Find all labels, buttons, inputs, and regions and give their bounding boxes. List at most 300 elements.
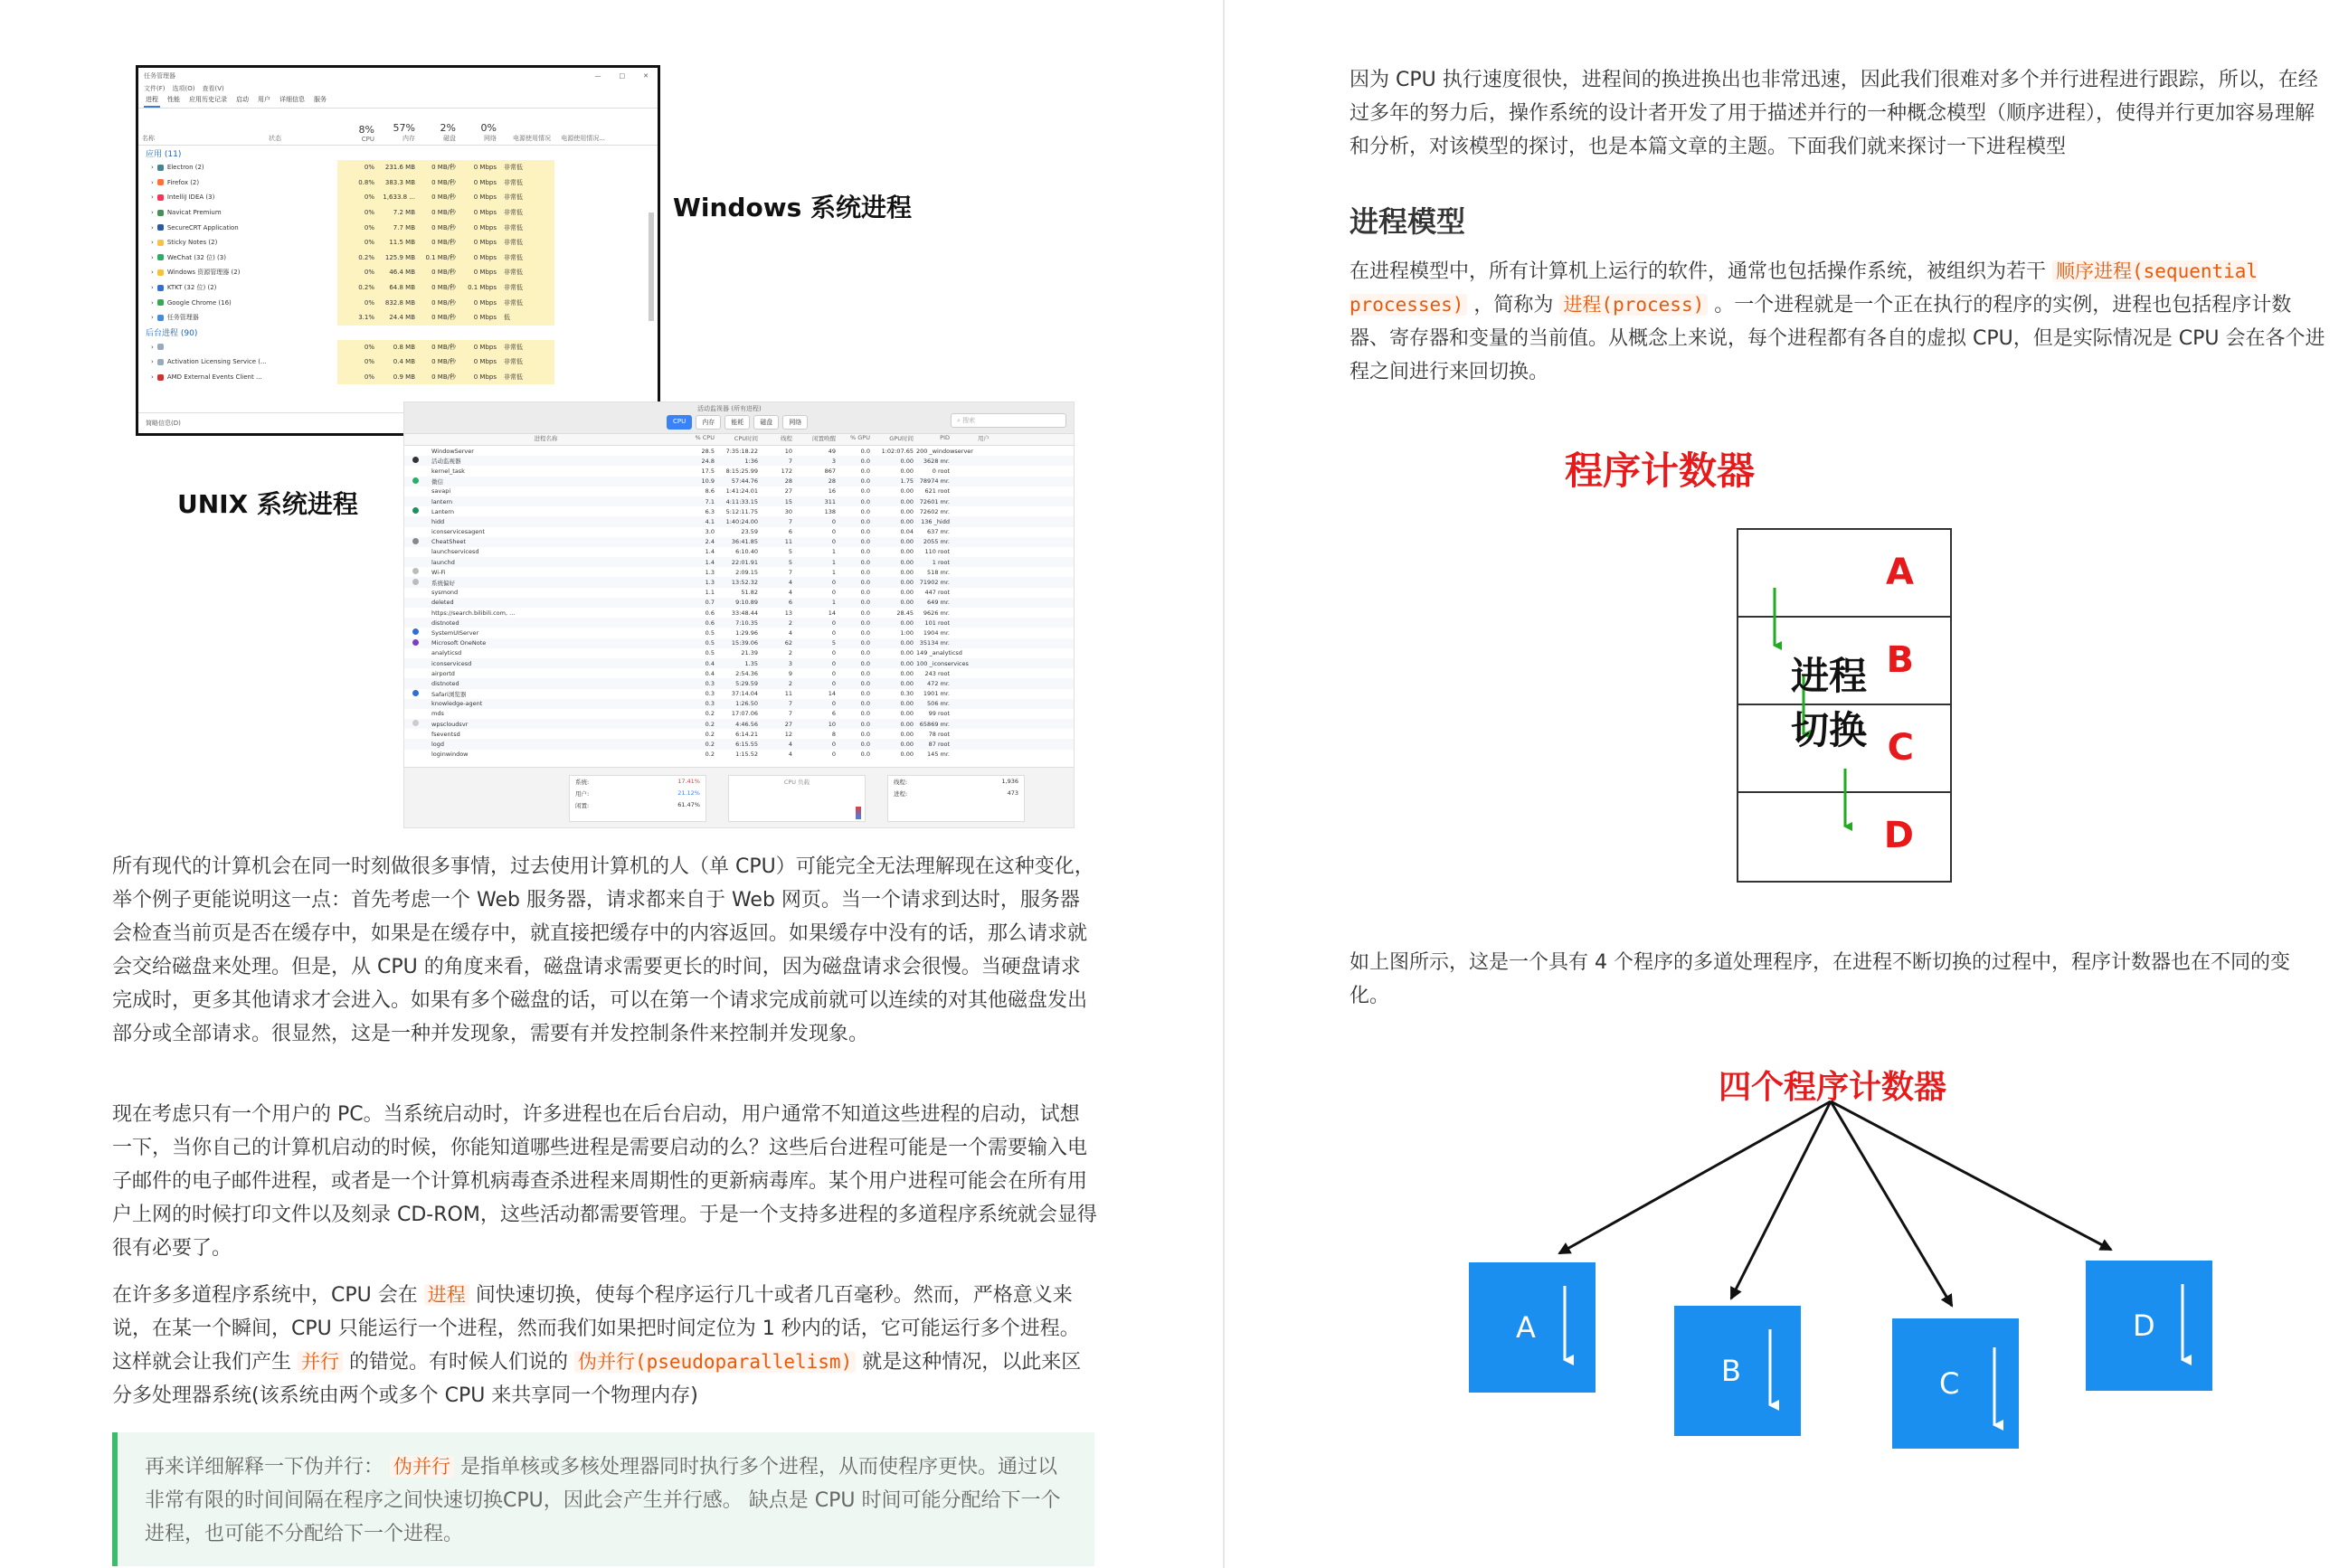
- table-cell: 0.2: [705, 730, 715, 738]
- process-name: CheatSheet: [431, 538, 466, 546]
- process-row[interactable]: [138, 295, 658, 310]
- process-row[interactable]: [138, 205, 658, 221]
- table-cell: 16: [828, 487, 836, 496]
- table-cell: 0.3: [705, 690, 715, 698]
- search-icon: ⌕: [957, 417, 963, 424]
- table-cell: 21.39: [741, 649, 758, 657]
- table-cell: 0.0: [860, 507, 870, 515]
- table-row[interactable]: [404, 719, 1074, 729]
- tab-processes[interactable]: 进程: [144, 95, 160, 108]
- table-row[interactable]: [404, 689, 1074, 699]
- table-cell: 200 _windowserver: [916, 447, 973, 455]
- process-row[interactable]: [138, 220, 658, 235]
- col-process-name[interactable]: 进程名称: [534, 435, 558, 442]
- expand-chevron-icon[interactable]: ›: [151, 358, 154, 366]
- process-row[interactable]: [138, 190, 658, 205]
- table-cell: 0.0: [860, 548, 870, 556]
- table-cell: 7: [788, 517, 792, 525]
- table-cell: 65869 mr.: [919, 720, 950, 728]
- col-cpu-time[interactable]: CPU时间: [734, 435, 758, 442]
- process-row[interactable]: [138, 175, 658, 191]
- table-cell: 0.00: [900, 649, 914, 657]
- table-cell: 0: [831, 619, 836, 627]
- table-cell: 0.0: [860, 669, 870, 677]
- process-row[interactable]: [138, 250, 658, 266]
- table-cell: 0.0: [860, 751, 870, 759]
- table-cell: 0.0: [860, 649, 870, 657]
- table-cell: 0.0: [860, 609, 870, 617]
- table-cell: 0.00: [900, 517, 914, 525]
- table-cell: 57:44.76: [731, 477, 758, 486]
- table-cell: 13: [784, 609, 792, 617]
- diagram2-title: 四个程序计数器: [1719, 1069, 1947, 1106]
- cell-disk: 0 MB/秒: [419, 280, 459, 296]
- table-cell: 6:10.40: [735, 548, 758, 556]
- table-row[interactable]: [404, 446, 1074, 456]
- table-cell: 9:10.89: [735, 599, 758, 607]
- process-name: Safari浏览器: [431, 690, 467, 698]
- table-cell: 0.0: [860, 579, 870, 587]
- table-cell: 0.0: [860, 639, 870, 647]
- expand-chevron-icon[interactable]: ›: [151, 269, 154, 277]
- menu-view[interactable]: 查看(V): [202, 85, 224, 92]
- table-cell: 0.0: [860, 659, 870, 667]
- table-cell: 0.0: [860, 487, 870, 496]
- table-cell: 0.00: [900, 538, 914, 546]
- table-cell: 649 mr.: [927, 599, 950, 607]
- menu-file[interactable]: 文件(F): [144, 85, 166, 92]
- table-cell: 28: [828, 477, 836, 486]
- table-cell: 27: [784, 720, 792, 728]
- table-row[interactable]: [404, 618, 1074, 628]
- cell-cpu: 0%: [337, 235, 378, 250]
- table-cell: 0.5: [705, 649, 715, 657]
- table-cell: 2: [788, 679, 792, 687]
- table-cell: 7: [788, 700, 792, 708]
- table-cell: 17:07.06: [731, 710, 758, 718]
- process-name: iconservicesd: [431, 659, 472, 667]
- cell-net: 0 Mbps: [459, 370, 500, 385]
- table-cell: 7:35:18.22: [725, 447, 758, 455]
- process-row[interactable]: [138, 265, 658, 280]
- table-cell: 17.5: [701, 467, 715, 475]
- cell-disk: 0 MB/秒: [419, 340, 459, 355]
- tab-app-history[interactable]: 应用历史记录: [189, 96, 227, 103]
- table-cell: 49: [828, 447, 836, 455]
- process-name: WeChat (32 位) (3): [166, 253, 226, 261]
- process-rows: [404, 446, 1074, 760]
- table-cell: 0.0: [860, 720, 870, 728]
- table-cell: 0.2: [705, 741, 715, 749]
- cell-power: 非常低: [500, 175, 554, 191]
- tab-startup[interactable]: 启动: [236, 96, 249, 103]
- table-cell: 0.00: [900, 507, 914, 515]
- cell-disk: 0 MB/秒: [419, 190, 459, 205]
- expand-chevron-icon[interactable]: ›: [151, 178, 154, 186]
- table-cell: 0.0: [860, 517, 870, 525]
- table-row[interactable]: [404, 588, 1074, 598]
- table-cell: 0.00: [900, 497, 914, 505]
- table-row[interactable]: [404, 567, 1074, 577]
- maximize-icon[interactable]: □: [619, 72, 626, 80]
- close-icon[interactable]: ✕: [643, 72, 649, 80]
- table-row[interactable]: [404, 739, 1074, 749]
- cell-net: 0 Mbps: [459, 250, 500, 266]
- cpu-load-graph: CPU 负载: [728, 775, 866, 822]
- table-cell: 15:39.06: [731, 639, 758, 647]
- expand-chevron-icon[interactable]: ›: [151, 343, 154, 351]
- cell-cpu: 0%: [337, 295, 378, 310]
- tab-network[interactable]: 网络: [782, 415, 808, 430]
- cell-power: 非常低: [500, 370, 554, 385]
- col-power-trend[interactable]: 电源使用情况...: [561, 135, 605, 142]
- table-row[interactable]: [404, 638, 1074, 648]
- expand-chevron-icon[interactable]: ›: [151, 223, 154, 231]
- table-row[interactable]: [404, 466, 1074, 476]
- table-cell: 9626 mr.: [923, 609, 950, 617]
- table-cell: 1.35: [744, 659, 758, 667]
- process-row[interactable]: [138, 354, 658, 370]
- table-row[interactable]: [404, 750, 1074, 760]
- col-gpu-time[interactable]: GPU时间: [889, 435, 914, 442]
- table-cell: 4: [788, 579, 792, 587]
- expand-chevron-icon[interactable]: ›: [151, 194, 154, 202]
- table-row[interactable]: [404, 699, 1074, 709]
- app-icon: [157, 269, 164, 276]
- process-row[interactable]: [138, 310, 658, 326]
- col-name[interactable]: 名称: [142, 135, 155, 142]
- cell-cpu: 0%: [337, 160, 378, 175]
- process-name: distnoted: [431, 619, 459, 627]
- table-cell: 4.1: [705, 517, 715, 525]
- expand-chevron-icon[interactable]: ›: [151, 239, 154, 247]
- table-row[interactable]: [404, 608, 1074, 618]
- tab-cpu[interactable]: CPU: [667, 415, 692, 430]
- cell-cpu: 0%: [337, 190, 378, 205]
- table-cell: 0.0: [860, 558, 870, 566]
- cell-mem: 1,633.8 ...: [378, 190, 419, 205]
- tab-details[interactable]: 详细信息: [279, 96, 305, 103]
- app-icon: [157, 254, 164, 260]
- table-cell: 0.00: [900, 599, 914, 607]
- app-icon: [412, 538, 419, 544]
- table-cell: 0: [831, 679, 836, 687]
- process-table: [404, 434, 1074, 767]
- table-cell: 0: [831, 659, 836, 667]
- col-status[interactable]: 状态: [269, 135, 281, 142]
- table-cell: 138: [824, 507, 836, 515]
- process-name: fseventsd: [431, 730, 460, 738]
- table-cell: 11: [784, 538, 792, 546]
- expand-chevron-icon[interactable]: ›: [151, 253, 154, 261]
- table-cell: 0.0: [860, 467, 870, 475]
- table-cell: 1.4: [705, 548, 715, 556]
- expand-chevron-icon[interactable]: ›: [151, 298, 154, 307]
- app-icon: [412, 579, 419, 585]
- cell-cpu: 0.2%: [337, 250, 378, 266]
- tab-performance[interactable]: 性能: [167, 96, 180, 103]
- col-network[interactable]: 0% 网络: [480, 122, 497, 142]
- table-row[interactable]: [404, 648, 1074, 658]
- menu-options[interactable]: 选项(O): [172, 85, 195, 92]
- table-cell: 36:41.85: [731, 538, 758, 546]
- tab-energy[interactable]: 能耗: [724, 415, 750, 430]
- cell-net: 0 Mbps: [459, 295, 500, 310]
- col-gpu-pct[interactable]: % GPU: [850, 434, 870, 441]
- table-cell: 0.3: [705, 700, 715, 708]
- cell-power: 非常低: [500, 205, 554, 221]
- table-cell: 1.3: [705, 579, 715, 587]
- table-cell: 0.5: [705, 639, 715, 647]
- table-row[interactable]: [404, 547, 1074, 557]
- table-row[interactable]: [404, 729, 1074, 739]
- table-cell: 101 root: [924, 619, 950, 627]
- table-cell: 87 root: [928, 741, 950, 749]
- tab-memory[interactable]: 内存: [696, 415, 721, 430]
- table-cell: 99 root: [928, 710, 950, 718]
- table-row[interactable]: [404, 577, 1074, 587]
- cell-cpu: 0%: [337, 340, 378, 355]
- table-cell: 0.2: [705, 720, 715, 728]
- cell-mem: 832.8 MB: [378, 295, 419, 310]
- process-row[interactable]: [138, 340, 658, 355]
- table-cell: 0: [831, 517, 836, 525]
- process-name: Google Chrome (16): [166, 298, 232, 307]
- cell-power: 非常低: [500, 340, 554, 355]
- table-cell: 22:01.91: [731, 558, 758, 566]
- search-input[interactable]: ⌕ 搜索: [951, 413, 1066, 428]
- cell-mem: 24.4 MB: [378, 310, 419, 326]
- cell-power: 非常低: [500, 235, 554, 250]
- table-cell: 0.6: [705, 619, 715, 627]
- table-row[interactable]: [404, 557, 1074, 567]
- table-cell: 1.4: [705, 558, 715, 566]
- process-name: analyticsd: [431, 649, 462, 657]
- table-cell: 6: [788, 528, 792, 536]
- table-cell: 0.00: [900, 568, 914, 576]
- table-row[interactable]: [404, 516, 1074, 526]
- table-cell: 0.0: [860, 599, 870, 607]
- table-cell: 72601 mr.: [919, 497, 950, 505]
- col-threads[interactable]: 线程: [781, 435, 792, 442]
- process-cell-b: B: [1738, 618, 1950, 705]
- table-cell: 71902 mr.: [919, 579, 950, 587]
- cell-net: 0 Mbps: [459, 340, 500, 355]
- fewer-details-button[interactable]: 简略信息(D): [146, 420, 181, 427]
- table-cell: 0: [831, 628, 836, 637]
- table-row[interactable]: [404, 628, 1074, 638]
- process-name: kernel_task: [431, 467, 465, 475]
- table-cell: 3: [831, 457, 836, 465]
- app-icon: [412, 477, 419, 484]
- table-row[interactable]: [404, 658, 1074, 668]
- group-apps[interactable]: 应用 (11): [146, 149, 182, 159]
- table-cell: 7: [788, 457, 792, 465]
- process-row[interactable]: [138, 370, 658, 385]
- table-cell: 0: [831, 589, 836, 597]
- cell-cpu: 3.1%: [337, 310, 378, 326]
- cell-cpu: 0%: [337, 265, 378, 280]
- cell-mem: 64.8 MB: [378, 280, 419, 296]
- col-disk[interactable]: 2% 磁盘: [440, 122, 456, 142]
- table-cell: 0.4: [705, 669, 715, 677]
- process-cell-c: C: [1738, 705, 1950, 793]
- cell-net: 0 Mbps: [459, 220, 500, 235]
- col-cpu-pct[interactable]: % CPU: [695, 434, 715, 441]
- table-cell: 0.5: [705, 628, 715, 637]
- col-pid[interactable]: PID: [940, 434, 950, 441]
- table-row[interactable]: [404, 678, 1074, 688]
- cell-power: 低: [500, 310, 554, 326]
- table-row[interactable]: [404, 477, 1074, 486]
- table-cell: 3: [788, 659, 792, 667]
- paragraph-background-processes: 现在考虑只有一个用户的 PC。当系统启动时，许多进程也在后台启动，用户通常不知道这些进程的启动，试想一下，当你自己的计算机启动的时候，你能知道哪些进程是需要启动的么？这些后台进程可能是一个需要输入电子邮件的电子邮件进程，或者是一个计算机病毒查杀进程来周期性的更新病毒库。某个用户进程可能会在所有用户上网的时候打印文件以及刻录 CD-ROM，这些活动都需要管理。于是一个支持多进程的多道程序系统就会显得很有必要了。: [112, 1103, 1097, 1260]
- counter-box-b: B: [1674, 1306, 1801, 1436]
- code-pseudoparallel: 伪并行: [390, 1456, 454, 1478]
- right-page: [1225, 0, 2339, 1568]
- cell-mem: 11.5 MB: [378, 235, 419, 250]
- process-name: Sticky Notes (2): [166, 239, 218, 247]
- table-row[interactable]: [404, 709, 1074, 719]
- table-cell: 1.75: [900, 477, 914, 486]
- task-manager-menu: [138, 84, 658, 95]
- table-cell: 1: [831, 548, 836, 556]
- table-cell: 6.3: [705, 507, 715, 515]
- app-icon: [157, 285, 164, 291]
- table-cell: 9: [788, 669, 792, 677]
- table-row[interactable]: [404, 506, 1074, 516]
- cell-net: 0 Mbps: [459, 175, 500, 191]
- table-cell: 0.00: [900, 720, 914, 728]
- table-cell: 4: [788, 741, 792, 749]
- heading-process-model: 进程模型: [1349, 204, 1466, 239]
- table-cell: 867: [824, 467, 836, 475]
- table-cell: 1:41:24.01: [725, 487, 758, 496]
- table-cell: 0.00: [900, 730, 914, 738]
- scrollbar[interactable]: [649, 213, 654, 321]
- table-cell: 2: [788, 619, 792, 627]
- table-cell: 0.00: [900, 659, 914, 667]
- table-row[interactable]: [404, 486, 1074, 496]
- table-cell: 10.9: [701, 477, 715, 486]
- table-cell: 78974 mr.: [919, 477, 950, 486]
- table-cell: 1:02:07.65: [881, 447, 914, 455]
- cell-disk: 0 MB/秒: [419, 175, 459, 191]
- table-cell: 172: [781, 467, 792, 475]
- table-cell: 0: [831, 528, 836, 536]
- expand-chevron-icon[interactable]: ›: [151, 373, 154, 382]
- tab-services[interactable]: 服务: [314, 96, 327, 103]
- table-cell: 0.00: [900, 457, 914, 465]
- windows-process-label: Windows 系统进程: [673, 193, 912, 222]
- tab-users[interactable]: 用户: [258, 96, 270, 103]
- table-row[interactable]: [404, 598, 1074, 608]
- group-background[interactable]: 后台进程 (90): [146, 329, 198, 339]
- table-cell: 4: [788, 628, 792, 637]
- process-name: IntelliJ IDEA (3): [166, 194, 215, 202]
- expand-chevron-icon[interactable]: ›: [151, 284, 154, 292]
- process-name: SystemUIServer: [431, 628, 479, 637]
- code-sequential-processes: 顺序进程(sequential processes): [1349, 260, 2259, 316]
- activity-monitor-tabs: [667, 415, 808, 430]
- table-cell: 0.0: [860, 477, 870, 486]
- app-icon: [412, 628, 419, 635]
- task-manager-header: [138, 109, 658, 146]
- process-row[interactable]: [138, 235, 658, 250]
- process-name: launchservicesd: [431, 548, 479, 556]
- table-cell: 3628 mr.: [923, 457, 950, 465]
- table-cell: 62: [784, 639, 792, 647]
- app-icon: [157, 240, 164, 246]
- table-row[interactable]: [404, 527, 1074, 537]
- table-cell: 8.6: [705, 487, 715, 496]
- col-cpu[interactable]: 8% CPU: [358, 124, 374, 143]
- table-row[interactable]: [404, 456, 1074, 466]
- expand-chevron-icon[interactable]: ›: [151, 314, 154, 322]
- process-row[interactable]: [138, 160, 658, 175]
- process-name: mds: [431, 710, 444, 718]
- cell-cpu: 0%: [337, 370, 378, 385]
- process-row[interactable]: [138, 280, 658, 296]
- process-name: Wi-Fi: [431, 568, 446, 576]
- col-idle-wakeups[interactable]: 闲置唤醒: [812, 435, 836, 442]
- table-cell: 5:12:11.75: [725, 507, 758, 515]
- table-row[interactable]: [404, 668, 1074, 678]
- process-name: iconservicesagent: [431, 528, 485, 536]
- process-name: hidd: [431, 517, 445, 525]
- cell-net: 0 Mbps: [459, 354, 500, 370]
- expand-chevron-icon[interactable]: ›: [151, 164, 154, 172]
- process-name: 微信: [431, 477, 443, 486]
- col-memory[interactable]: 57% 内存: [393, 122, 415, 142]
- table-cell: 1901 mr.: [923, 690, 950, 698]
- cell-cpu: 0.8%: [337, 175, 378, 191]
- cell-mem: 7.7 MB: [378, 220, 419, 235]
- cell-net: 0 Mbps: [459, 310, 500, 326]
- table-row[interactable]: [404, 496, 1074, 506]
- tab-disk[interactable]: 磁盘: [753, 415, 779, 430]
- cell-net: 0 Mbps: [459, 205, 500, 221]
- minimize-icon[interactable]: —: [594, 72, 601, 80]
- expand-chevron-icon[interactable]: ›: [151, 209, 154, 217]
- blockquote-pseudoparallel: 再来详细解释一下伪并行： 伪并行 是指单核或多核处理器同时执行多个进程，从而使程序更快。通过以非常有限的时间间隔在程序之间快速切换CPU，因此会产生并行感。 缺点是 CPU 时间可能分配给下一个进程，也可能不分配给下一个进程。: [112, 1432, 1094, 1566]
- process-name: 系统偏好: [431, 579, 455, 587]
- table-cell: 0.2: [705, 710, 715, 718]
- table-cell: 0 root: [932, 467, 950, 475]
- table-cell: 0: [831, 751, 836, 759]
- table-cell: 0.04: [900, 528, 914, 536]
- table-cell: 0.0: [860, 690, 870, 698]
- table-row[interactable]: [404, 537, 1074, 547]
- app-icon: [412, 507, 419, 514]
- table-cell: 4:11:33.15: [725, 497, 758, 505]
- table-cell: 0.30: [900, 690, 914, 698]
- col-power[interactable]: 电源使用情况: [513, 135, 551, 142]
- app-icon: [157, 315, 164, 321]
- table-cell: 5:29.59: [735, 679, 758, 687]
- table-cell: 0: [831, 669, 836, 677]
- cell-mem: 383.3 MB: [378, 175, 419, 191]
- cell-disk: 0 MB/秒: [419, 235, 459, 250]
- table-cell: 1:15.52: [735, 751, 758, 759]
- table-cell: 243 root: [924, 669, 950, 677]
- counter-box-c: C: [1892, 1318, 2019, 1449]
- col-user[interactable]: 用户: [978, 435, 990, 442]
- process-name: Microsoft OneNote: [431, 639, 487, 647]
- cell-disk: 0 MB/秒: [419, 160, 459, 175]
- table-cell: 13:52.32: [731, 579, 758, 587]
- cell-net: 0 Mbps: [459, 265, 500, 280]
